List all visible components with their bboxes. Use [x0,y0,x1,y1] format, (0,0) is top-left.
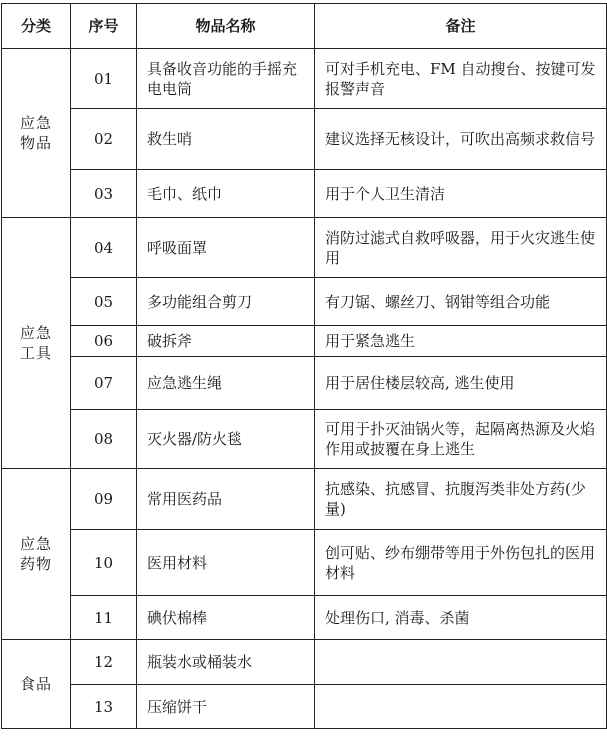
item-note: 用于个人卫生清洁 [315,170,607,218]
table-row [2,530,607,596]
table-row [2,685,607,729]
seq-cell: 13 [71,685,137,729]
item-note: 有刀锯、螺丝刀、钢钳等组合功能 [315,278,607,326]
item-note: 建议选择无核设计，可吹出高频求救信号 [315,109,607,170]
seq-cell: 10 [71,530,137,596]
item-note: 用于居住楼层较高, 逃生使用 [315,357,607,410]
table-row [2,596,607,640]
header-row [2,4,607,49]
category-cell [2,469,71,640]
category-cell [2,218,71,469]
seq-cell: 04 [71,218,137,278]
item-name: 毛巾、纸巾 [137,170,315,218]
seq-cell: 06 [71,326,137,357]
table-row [2,109,607,170]
item-name: 灭火器/防火毯 [137,410,315,469]
table-row [2,49,607,109]
item-name: 呼吸面罩 [137,218,315,278]
category-label: 应急工具 [19,324,52,362]
seq-cell: 02 [71,109,137,170]
item-note: 消防过滤式自救呼吸器，用于火灾逃生使用 [315,218,607,278]
item-name: 救生哨 [137,109,315,170]
item-name: 具备收音功能的手摇充电电筒 [137,49,315,109]
category-cell [2,640,71,729]
table-row [2,410,607,469]
item-name: 压缩饼干 [137,685,315,729]
seq-cell: 01 [71,49,137,109]
table-row [2,278,607,326]
category-label: 应急药物 [19,535,52,573]
category-label: 食品 [19,675,52,693]
item-note: 处理伤口, 消毒、杀菌 [315,596,607,640]
item-note: 可用于扑灭油锅火等，起隔离热源及火焰作用或披覆在身上逃生 [315,410,607,469]
table-row [2,357,607,410]
table-row [2,170,607,218]
seq-cell: 07 [71,357,137,410]
category-cell [2,49,71,218]
seq-cell: 11 [71,596,137,640]
seq-cell: 03 [71,170,137,218]
table-row [2,326,607,357]
item-name: 碘伏棉棒 [137,596,315,640]
item-note: 创可贴、纱布绷带等用于外伤包扎的医用材料 [315,530,607,596]
item-name: 常用医药品 [137,469,315,530]
seq-cell: 08 [71,410,137,469]
seq-cell: 09 [71,469,137,530]
item-note: 抗感染、抗感冒、抗腹泻类非处方药(少量) [315,469,607,530]
category-label: 应急物品 [19,114,52,152]
seq-cell: 05 [71,278,137,326]
item-note: 可对手机充电、FM 自动搜台、按键可发报警声音 [315,49,607,109]
header-category: 分类 [2,4,71,49]
emergency-supplies-table [1,3,607,729]
item-name: 应急逃生绳 [137,357,315,410]
header-note: 备注 [315,4,607,49]
item-note [315,640,607,685]
table-row [2,469,607,530]
item-name: 医用材料 [137,530,315,596]
item-name: 瓶装水或桶装水 [137,640,315,685]
item-note: 用于紧急逃生 [315,326,607,357]
table-row [2,640,607,685]
header-name: 物品名称 [137,4,315,49]
item-name: 多功能组合剪刀 [137,278,315,326]
header-seq: 序号 [71,4,137,49]
item-note [315,685,607,729]
table-row [2,218,607,278]
item-name: 破拆斧 [137,326,315,357]
seq-cell: 12 [71,640,137,685]
